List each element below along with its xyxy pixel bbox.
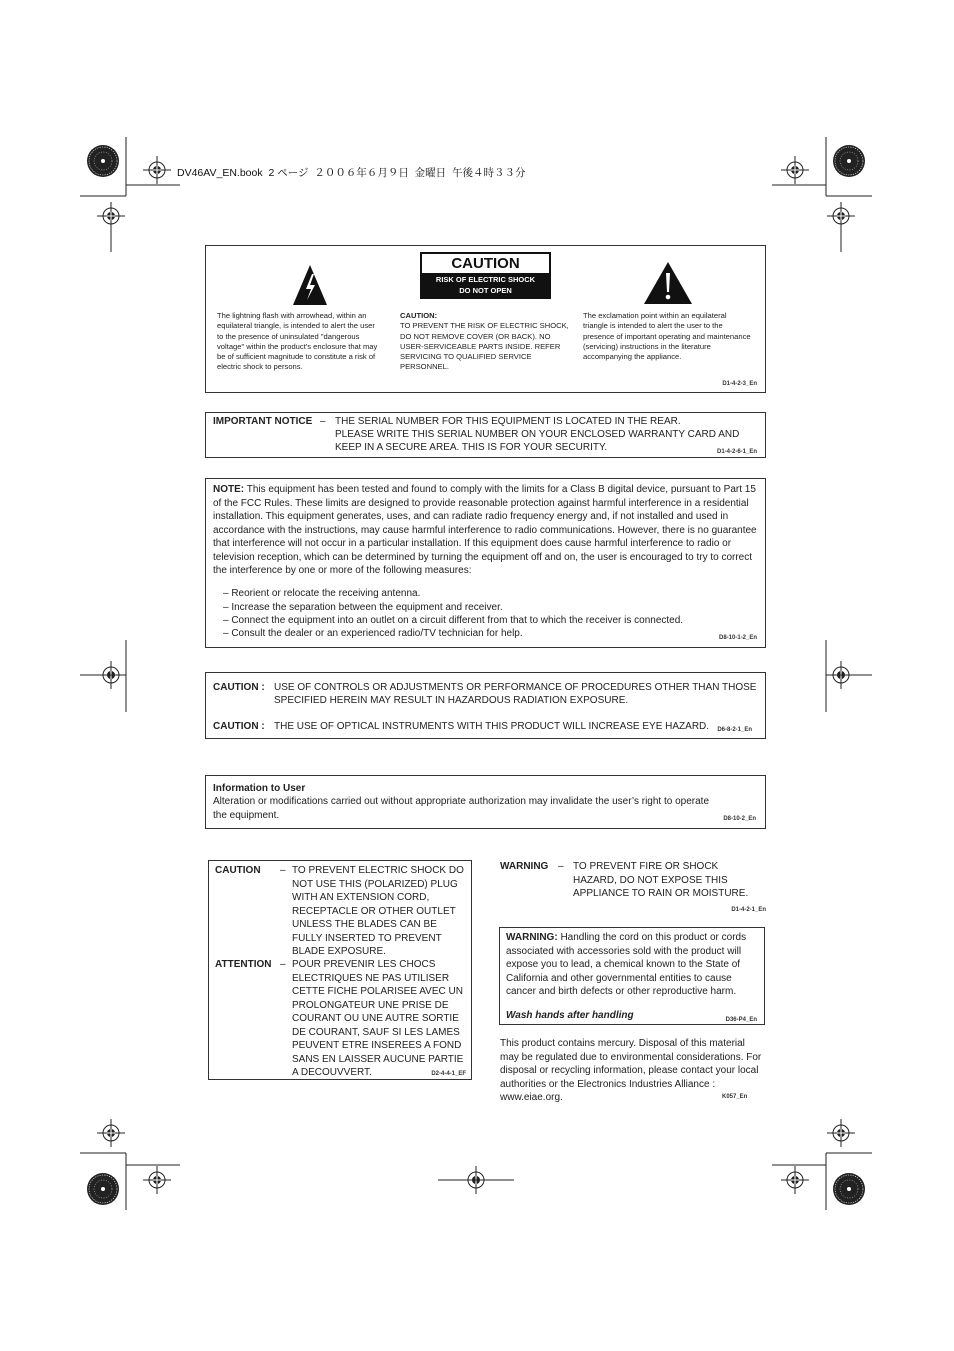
laser-caution-label: CAUTION : [213, 682, 265, 693]
star-target-icon [87, 1173, 119, 1205]
registration-mark-icon [781, 156, 809, 184]
reference-code: D2-4-4-1_EF [431, 1071, 466, 1077]
registration-mark-icon [143, 1166, 171, 1194]
info-user-box [205, 775, 766, 829]
plug-caution-line: UNLESS THE BLADES CAN BE [292, 919, 437, 930]
fire-warning-line: APPLIANCE TO RAIN OR MOISTURE. [573, 888, 749, 899]
star-target-icon [87, 145, 119, 177]
star-target-icon [833, 145, 865, 177]
fire-warning-line: TO PREVENT FIRE OR SHOCK [573, 861, 719, 872]
registration-mark-icon [143, 156, 171, 184]
important-notice-line2: PLEASE WRITE THIS SERIAL NUMBER ON YOUR ENCLOSED WARRANTY CARD AND [335, 429, 740, 440]
plug-caution-line: NOT USE THIS (POLARIZED) PLUG [292, 878, 458, 890]
laser-caution-box [205, 672, 766, 739]
plug-attention-line: A DECOUVVERT. [292, 1067, 372, 1078]
laser-caution-text: SPECIFIED HEREIN MAY RESULT IN HAZARDOUS RADIATION EXPOSURE. [274, 695, 629, 706]
star-target-icon [833, 1173, 865, 1205]
info-user-heading: Information to User [213, 783, 306, 794]
safety-symbols-box [205, 245, 766, 393]
reference-code: D8-10-1-2_En [718, 635, 757, 641]
important-notice-label: IMPORTANT NOTICE [213, 416, 313, 427]
plug-attention-line: CETTE FICHE POLARISEE AVEC UN [292, 986, 463, 997]
caution-label [420, 252, 551, 299]
plug-caution-line: RECEPTACLE OR OTHER OUTLET [292, 905, 456, 917]
info-user-line2: the equipment. [213, 810, 280, 821]
fcc-note-box [205, 478, 766, 648]
registration-mark-icon [827, 202, 855, 230]
reference-code: D1-4-2-6-1_En [716, 449, 757, 455]
mercury-notice: This product contains mercury. Disposal of this material may be regulated due to environmental considerations. For disposal or recycling information, please contact your local authorities or the Electronics Industries Alliance : www.eiae.org. [500, 1038, 762, 1103]
plug-caution-box [208, 860, 472, 1080]
plug-caution-line: WITH AN EXTENSION CORD, [292, 892, 430, 903]
exclamation-description: The exclamation point within an equilateral triangle is intended to alert the user to the presence of important operating and maintenance (servicing) instructions in the literature accompanying the appliance. [583, 311, 751, 362]
important-notice-box [205, 412, 766, 458]
caution-label-title: CAUTION [422, 254, 549, 273]
registration-mark-icon [781, 1166, 809, 1194]
registration-mark-icon [827, 1119, 855, 1147]
laser-caution-text: USE OF CONTROLS OR ADJUSTMENTS OR PERFORMANCE OF PROCEDURES OTHER THAN THOSE [274, 682, 757, 693]
optical-caution-label: CAUTION : [213, 721, 265, 732]
plug-attention-line: PROLONGATEUR UNE PRISE DE [292, 999, 449, 1011]
plug-caution-label: CAUTION [215, 865, 261, 876]
plug-caution-line: FULLY INSERTED TO PREVENT [292, 932, 442, 944]
plug-attention-line: DE COURANT, SAUF SI LES LAMES [292, 1026, 460, 1038]
fire-warning-line: HAZARD, DO NOT EXPOSE THIS [573, 874, 728, 886]
fcc-note-label: NOTE: [213, 484, 245, 495]
exclamation-triangle-icon [644, 262, 692, 304]
fcc-note-text: This equipment has been tested and found to comply with the limits for a Class B digital device, pursuant to Part 15 of the FCC Rules. These limits are designed to provide reasonable protection against harmful interference in a residential installation. This equipment generates, uses, and can radiate radio frequency energy and, if not installed and used in accordance with the instructions, may cause harmful interference to radio communications. However, there is no guarantee that interference will not occur in a particular installation. If this equipment does cause harmful interference to radio or television reception, which can be determined by turning the equipment off and on, the user is encouraged to try to correct the interference by one or more of the following measures: [213, 484, 757, 576]
reference-code: D6-8-2-1_En [717, 727, 752, 733]
plug-caution-dash: – [280, 865, 286, 876]
file-header: DV46AV_EN.book 2 ページ ２００６年６月９日 金曜日 午後４時３３分 [177, 167, 526, 179]
center-caution-text: TO PREVENT THE RISK OF ELECTRIC SHOCK, DO NOT REMOVE COVER (OR BACK). NO USER-SERVICEABLE PARTS INSIDE. REFER SERVICING TO QUALIFIED SERVICE PERSONNEL. [400, 321, 569, 372]
plug-attention-label: ATTENTION [215, 959, 272, 970]
fcc-measure: – Connect the equipment into an outlet on a circuit different from that to which the receiver is connected. [223, 615, 684, 626]
lightning-triangle-icon [293, 265, 327, 305]
prop65-warning-text: Handling the cord on this product or cords associated with accessories sold with the product will expose you to lead, a chemical known to the State of California and other governmental entities to cause cancer and birth defects or other reproductive harm. [506, 932, 747, 997]
registration-mark-icon [97, 1119, 125, 1147]
plug-attention-dash: – [280, 959, 286, 970]
info-user-line1: Alteration or modifications carried out without appropriate authorization may invalidate the user’s right to operate [213, 796, 710, 807]
fcc-measure: – Increase the separation between the equipment and receiver. [223, 602, 503, 613]
reference-code: D1-4-2-1_En [731, 907, 766, 913]
fire-warning-dash: – [558, 861, 564, 872]
plug-attention-line: ELECTRIQUES NE PAS UTILISER [292, 972, 450, 984]
reference-code: D36-P4_En [725, 1017, 757, 1023]
fcc-measure: – Reorient or relocate the receiving antenna. [223, 588, 421, 599]
plug-attention-line: SANS EN LAISSER AUCUNE PARTIE [292, 1053, 464, 1065]
fire-warning-label: WARNING [500, 861, 549, 872]
caution-label-line2: DO NOT OPEN [459, 286, 512, 295]
reference-code: D1-4-2-3_En [722, 381, 757, 387]
important-notice-line1: THE SERIAL NUMBER FOR THIS EQUIPMENT IS LOCATED IN THE REAR. [335, 416, 681, 427]
plug-attention-line: COURANT OU UNE AUTRE SORTIE [292, 1013, 459, 1024]
prop65-warning-label: WARNING: [506, 932, 558, 943]
wash-hands-note: Wash hands after handling [506, 1010, 634, 1021]
plug-attention-line: PEUVENT ETRE INSEREES A FOND [292, 1040, 462, 1051]
optical-caution-text: THE USE OF OPTICAL INSTRUMENTS WITH THIS PRODUCT WILL INCREASE EYE HAZARD. [274, 721, 710, 732]
caution-label-line1: RISK OF ELECTRIC SHOCK [435, 275, 536, 284]
plug-attention-line: POUR PREVENIR LES CHOCS [292, 959, 436, 970]
important-notice-line3: KEEP IN A SECURE AREA. THIS IS FOR YOUR SECURITY. [335, 442, 608, 453]
reference-code: D8-10-2_En [723, 816, 756, 822]
fcc-measure: – Consult the dealer or an experienced radio/TV technician for help. [223, 628, 523, 639]
important-notice-dash: – [320, 416, 326, 427]
prop65-warning-box [499, 927, 765, 1025]
plug-caution-line: TO PREVENT ELECTRIC SHOCK DO [292, 865, 464, 876]
registration-mark-icon [97, 202, 125, 230]
fire-warning [500, 860, 766, 914]
center-caution-heading: CAUTION: [400, 311, 438, 320]
reference-code: K057_En [722, 1094, 748, 1100]
plug-caution-line: BLADE EXPOSURE. [292, 946, 386, 957]
lightning-description: The lightning flash with arrowhead, within an equilateral triangle, is intended to alert the user to the presence of uninsulated "dangerous voltage" within the product's enclosure that may be of sufficient magnitude to constitute a risk of electric shock to persons. [217, 311, 378, 372]
